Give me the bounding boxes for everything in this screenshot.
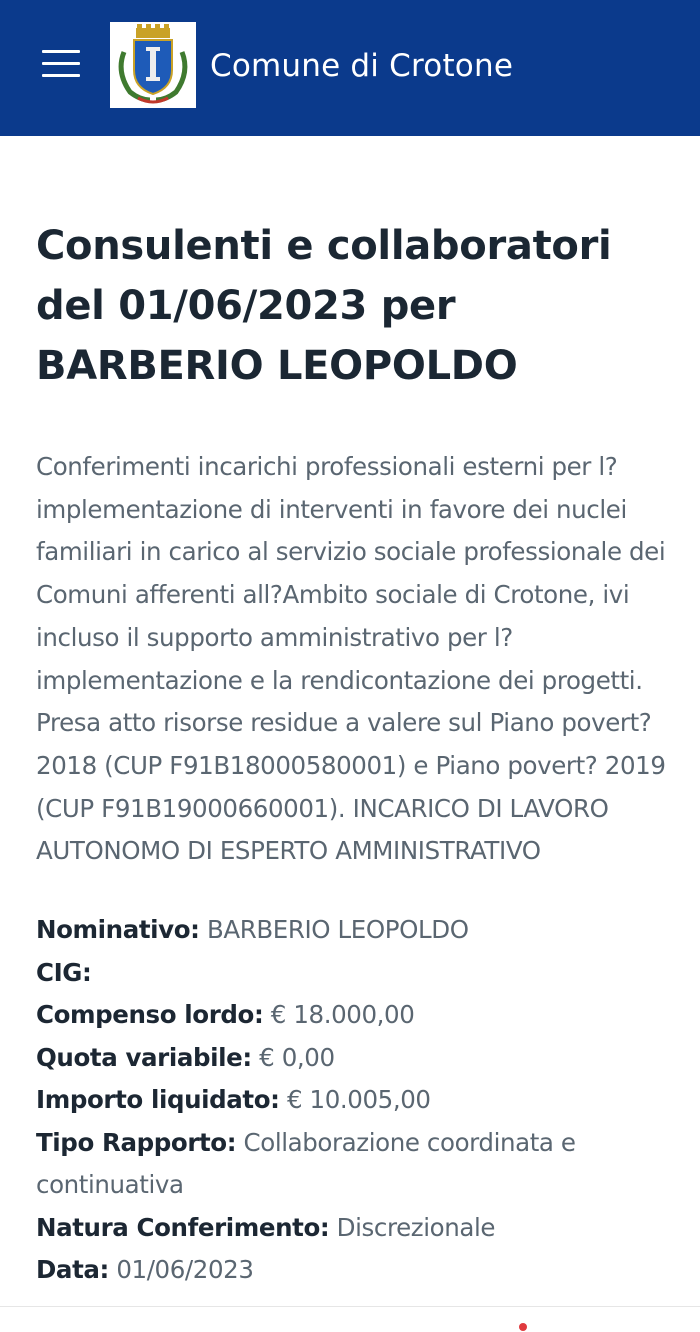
bottom-bar [0, 1306, 700, 1332]
detail-value: € 0,00 [259, 1042, 335, 1072]
page-title: Consulenti e collaboratori del 01/06/2023 per BARBERIO LEOPOLDO [36, 223, 612, 389]
coat-of-arms-logo[interactable] [110, 22, 196, 108]
detail-value: BARBERIO LEOPOLDO [206, 915, 469, 945]
site-header [0, 0, 700, 136]
detail-label: Quota variabile: [36, 1042, 252, 1072]
hamburger-menu-icon[interactable] [42, 50, 80, 78]
detail-importo-liquidato [36, 1079, 676, 1122]
detail-label: Data: [36, 1255, 109, 1285]
detail-label: Compenso lordo: [36, 1000, 264, 1030]
detail-compenso-lordo [36, 994, 676, 1037]
detail-data [36, 1249, 676, 1292]
detail-label: CIG: [36, 957, 92, 987]
menu-line [42, 74, 80, 77]
detail-value: 01/06/2023 [116, 1255, 254, 1285]
detail-cig [36, 952, 676, 995]
details-list [36, 909, 676, 1292]
detail-value: € 18.000,00 [270, 1000, 415, 1030]
menu-line [42, 62, 80, 65]
detail-label: Importo liquidato: [36, 1085, 280, 1115]
detail-label: Natura Conferimento: [36, 1212, 330, 1242]
site-title[interactable]: Comune di Crotone [210, 48, 514, 84]
coat-of-arms-icon [110, 22, 196, 108]
page-description: Conferimenti incarichi professionali esterni per l? implementazione di interventi in favore dei nuclei familiari in carico al servizio sociale professionale dei Comuni afferenti all?Ambito sociale di Crotone, ivi incluso il supporto amministrativo per l? implementazione e la rendicontazione dei progetti. Presa atto risorse residue a valere sul Piano povert? 2018 (CUP F91B18000580001) e Piano povert? 2019 (CUP F91B19000660001). INCARICO DI LAVORO AUTONOMO DI ESPERTO AMMINISTRATIVO [36, 452, 666, 866]
detail-quota-variabile [36, 1037, 676, 1080]
detail-value: Collaborazione coordinata e continuativa [36, 1127, 576, 1200]
page-content [36, 216, 676, 1292]
detail-label: Nominativo: [36, 915, 200, 945]
menu-line [42, 50, 80, 53]
detail-value: Discrezionale [336, 1212, 496, 1242]
detail-tipo-rapporto [36, 1122, 676, 1207]
detail-value: € 10.005,00 [286, 1085, 431, 1115]
detail-label: Tipo Rapporto: [36, 1127, 237, 1157]
notification-dot-icon [519, 1323, 527, 1331]
detail-nominativo [36, 909, 676, 952]
detail-natura-conferimento [36, 1207, 676, 1250]
